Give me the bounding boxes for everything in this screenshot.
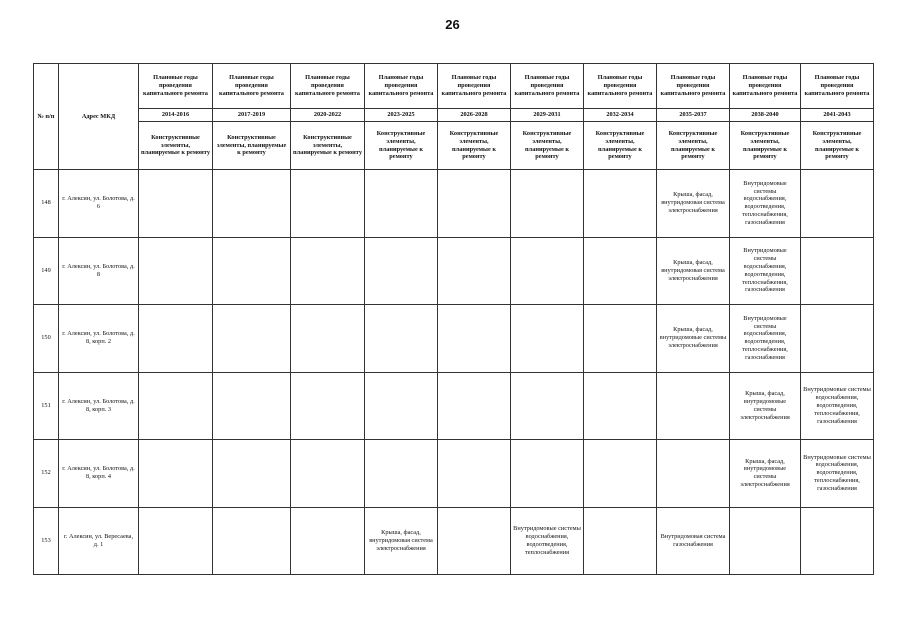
table-cell: Внутридомовые системы водоснабжения, водоотведения, теплоснабжения — [511, 507, 584, 575]
period-elements: Конструктивные элементы, планируемые к ремонту — [584, 122, 657, 170]
table-cell — [584, 170, 657, 238]
table-cell — [511, 440, 584, 508]
table-cell — [213, 305, 291, 373]
period-title: Плановые годы проведения капитального ремонта — [657, 64, 730, 109]
period-elements: Конструктивные элементы, планируемые к ремонту — [365, 122, 438, 170]
table-cell — [584, 305, 657, 373]
table-cell — [438, 305, 511, 373]
period-title: Плановые годы проведения капитального ремонта — [730, 64, 801, 109]
column-header-address: Адрес МКД — [59, 64, 139, 170]
table-body — [34, 170, 874, 575]
table-cell — [801, 507, 874, 575]
table-cell — [291, 305, 365, 373]
column-header-number: № п/п — [34, 64, 59, 170]
table-cell — [438, 170, 511, 238]
table-cell: Крыша, фасад, внутридомовая система электроснабжения — [657, 237, 730, 305]
period-elements: Конструктивные элементы, планируемые к ремонту — [511, 122, 584, 170]
table-cell — [139, 372, 213, 440]
period-elements: Конструктивные элементы, планируемые к ремонту — [438, 122, 511, 170]
table-cell — [139, 170, 213, 238]
table-cell: Крыша, фасад, внутридомовая система электроснабжения — [657, 170, 730, 238]
table-cell — [801, 170, 874, 238]
table-row — [34, 170, 874, 238]
table-cell — [511, 170, 584, 238]
row-address: г. Алексин, ул. Болотова, д. 8, корп. 4 — [59, 440, 139, 508]
period-elements: Конструктивные элементы, планируемые к ремонту — [139, 122, 213, 170]
table-row — [34, 372, 874, 440]
table-cell — [365, 305, 438, 373]
page-number: 26 — [445, 17, 460, 32]
period-title: Плановые годы проведения капитального ремонта — [213, 64, 291, 109]
table-cell — [584, 507, 657, 575]
period-elements: Конструктивные элементы, планируемые к ремонту — [657, 122, 730, 170]
table-cell — [511, 305, 584, 373]
header-row-years — [34, 109, 874, 122]
period-elements: Конструктивные элементы, планируемые к ремонту — [213, 122, 291, 170]
table-cell — [730, 507, 801, 575]
table-cell: Внутридомовые системы водоснабжения, водоотведения, теплоснабжения, газоснабжения — [730, 305, 801, 373]
period-years: 2023-2025 — [365, 109, 438, 122]
table-cell — [657, 440, 730, 508]
row-address: г. Алексин, ул. Вересаева, д. 1 — [59, 507, 139, 575]
table-cell — [365, 237, 438, 305]
table-cell — [213, 440, 291, 508]
table-cell — [291, 372, 365, 440]
table-cell — [139, 440, 213, 508]
period-elements: Конструктивные элементы, планируемые к ремонту — [730, 122, 801, 170]
row-number: 153 — [34, 507, 59, 575]
table-cell: Внутридомовые системы водоснабжения, водоотведения, теплоснабжения, газоснабжения — [730, 237, 801, 305]
row-address: г. Алексин, ул. Болотова, д. 8, корп. 2 — [59, 305, 139, 373]
table-cell — [213, 507, 291, 575]
row-address: г. Алексин, ул. Болотова, д. 8 — [59, 237, 139, 305]
table-cell — [801, 305, 874, 373]
period-title: Плановые годы проведения капитального ремонта — [291, 64, 365, 109]
table-cell: Внутридомовые системы водоснабжения, водоотведения, теплоснабжения, газоснабжения — [801, 440, 874, 508]
period-title: Плановые годы проведения капитального ремонта — [139, 64, 213, 109]
period-title: Плановые годы проведения капитального ремонта — [365, 64, 438, 109]
table-row — [34, 507, 874, 575]
table-cell — [365, 372, 438, 440]
period-years: 2035-2037 — [657, 109, 730, 122]
table-cell — [801, 237, 874, 305]
table-cell — [291, 507, 365, 575]
period-elements: Конструктивные элементы, планируемые к ремонту — [291, 122, 365, 170]
table-cell — [139, 237, 213, 305]
table-cell: Внутридомовые системы водоснабжения, водоотведения, теплоснабжения, газоснабжения — [730, 170, 801, 238]
table-cell — [213, 372, 291, 440]
table-cell — [213, 170, 291, 238]
table-cell — [139, 507, 213, 575]
period-years: 2020-2022 — [291, 109, 365, 122]
period-years: 2032-2034 — [584, 109, 657, 122]
table-row — [34, 305, 874, 373]
table-cell: Крыша, фасад, внутридомовая система электроснабжения — [365, 507, 438, 575]
row-number: 149 — [34, 237, 59, 305]
period-years: 2017-2019 — [213, 109, 291, 122]
period-years: 2041-2043 — [801, 109, 874, 122]
table-cell — [511, 237, 584, 305]
period-years: 2014-2016 — [139, 109, 213, 122]
period-elements: Конструктивные элементы, планируемые к ремонту — [801, 122, 874, 170]
period-title: Плановые годы проведения капитального ремонта — [801, 64, 874, 109]
period-title: Плановые годы проведения капитального ремонта — [438, 64, 511, 109]
table-cell — [511, 372, 584, 440]
row-address: г. Алексин, ул. Болотова, д. 6 — [59, 170, 139, 238]
period-years: 2026-2028 — [438, 109, 511, 122]
table-cell — [213, 237, 291, 305]
table-cell — [365, 170, 438, 238]
period-title: Плановые годы проведения капитального ремонта — [511, 64, 584, 109]
table-cell — [438, 440, 511, 508]
table-header — [34, 64, 874, 170]
table-cell — [365, 440, 438, 508]
table-cell — [438, 507, 511, 575]
table-row — [34, 237, 874, 305]
table-cell — [139, 305, 213, 373]
row-number: 151 — [34, 372, 59, 440]
table-cell — [291, 237, 365, 305]
row-number: 152 — [34, 440, 59, 508]
table-cell: Крыша, фасад, внутридомовые системы электроснабжения — [657, 305, 730, 373]
header-row-titles — [34, 64, 874, 109]
row-number: 150 — [34, 305, 59, 373]
table-cell: Внутридомовая система газоснабжения — [657, 507, 730, 575]
table-cell — [584, 372, 657, 440]
table-cell — [584, 440, 657, 508]
header-row-elements — [34, 122, 874, 170]
capital-repair-plan-table — [33, 63, 874, 575]
table-cell: Крыша, фасад, внутридомовые системы электроснабжения — [730, 372, 801, 440]
table-cell — [438, 237, 511, 305]
row-address: г. Алексин, ул. Болотова, д. 8, корп. 3 — [59, 372, 139, 440]
table-cell — [438, 372, 511, 440]
period-title: Плановые годы проведения капитального ремонта — [584, 64, 657, 109]
table-cell: Крыша, фасад, внутридомовые системы электроснабжения — [730, 440, 801, 508]
table-cell — [584, 237, 657, 305]
table-cell — [291, 170, 365, 238]
table-cell: Внутридомовые системы водоснабжения, водоотведения, теплоснабжения, газоснабжения — [801, 372, 874, 440]
period-years: 2038-2040 — [730, 109, 801, 122]
row-number: 148 — [34, 170, 59, 238]
period-years: 2029-2031 — [511, 109, 584, 122]
table-cell — [657, 372, 730, 440]
table-cell — [291, 440, 365, 508]
table-row — [34, 440, 874, 508]
